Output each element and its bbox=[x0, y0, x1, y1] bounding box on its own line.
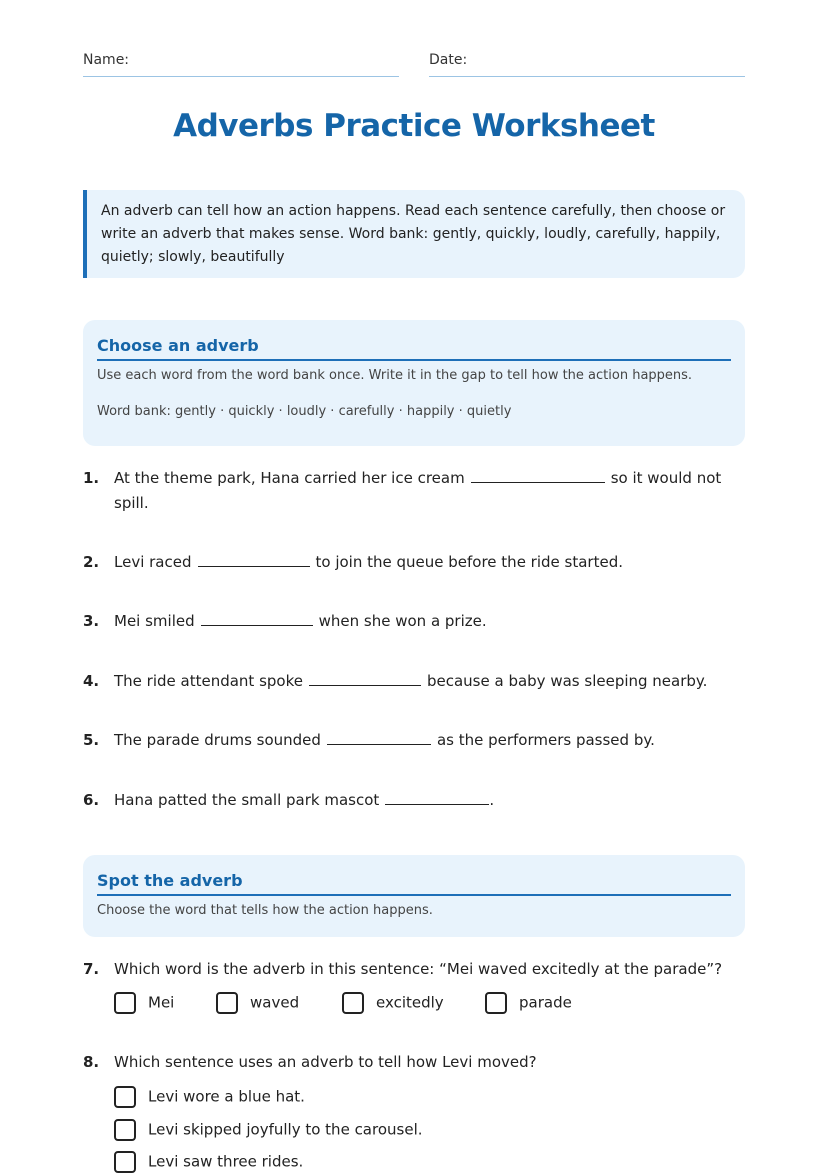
answer-blank[interactable] bbox=[309, 669, 421, 686]
name-line[interactable] bbox=[83, 76, 399, 77]
question-text: so it would not spill. bbox=[114, 469, 722, 512]
question-text: The ride attendant spoke bbox=[114, 672, 303, 690]
question-text: Mei smiled bbox=[114, 612, 195, 630]
date-line[interactable] bbox=[429, 76, 745, 77]
checkbox[interactable] bbox=[114, 992, 136, 1014]
question-text: as the performers passed by. bbox=[436, 731, 655, 749]
question-text: Which sentence uses an adverb to tell how Levi moved? bbox=[114, 1053, 537, 1071]
section-spot-adverb bbox=[83, 855, 745, 937]
question-text: Which word is the adverb in this sentence: “Mei waved excitedly at the parade”? bbox=[114, 960, 723, 978]
answer-blank[interactable] bbox=[198, 550, 310, 567]
checkbox[interactable] bbox=[114, 1151, 136, 1173]
question-number: 1. bbox=[83, 469, 100, 487]
date-label: Date: bbox=[429, 52, 468, 68]
checkbox[interactable] bbox=[216, 992, 238, 1014]
section-heading: Spot the adverb bbox=[97, 855, 731, 896]
option-label: excitedly bbox=[376, 993, 444, 1012]
option-blue-hat[interactable] bbox=[114, 1086, 305, 1108]
checkbox[interactable] bbox=[485, 992, 507, 1014]
question-text: Levi raced bbox=[114, 553, 192, 571]
question-number: 3. bbox=[83, 612, 100, 630]
question-text: Hana patted the small park mascot bbox=[114, 791, 380, 809]
option-label: Levi wore a blue hat. bbox=[148, 1087, 305, 1106]
page-title: Adverbs Practice Worksheet bbox=[173, 108, 655, 144]
option-label: waved bbox=[250, 993, 300, 1012]
word-bank: Word bank: gently · quickly · loudly · carefully · happily · quietly bbox=[97, 404, 512, 419]
question-number: 6. bbox=[83, 791, 100, 809]
checkbox[interactable] bbox=[342, 992, 364, 1014]
section-instruction: Use each word from the word bank once. Write it in the gap to tell how the action happens. bbox=[97, 368, 693, 383]
option-three-rides[interactable] bbox=[114, 1151, 303, 1173]
option-skipped-joyfully[interactable] bbox=[114, 1119, 423, 1141]
student-header bbox=[83, 52, 745, 78]
answer-blank[interactable] bbox=[471, 466, 605, 483]
question-text: The parade drums sounded bbox=[114, 731, 321, 749]
option-label: Levi skipped joyfully to the carousel. bbox=[148, 1120, 423, 1139]
answer-blank[interactable] bbox=[327, 728, 431, 745]
section-heading: Choose an adverb bbox=[97, 320, 731, 361]
option-label: Mei bbox=[148, 993, 175, 1012]
checkbox[interactable] bbox=[114, 1086, 136, 1108]
option-parade[interactable] bbox=[485, 992, 572, 1014]
question-number: 7. bbox=[83, 960, 100, 978]
answer-blank[interactable] bbox=[385, 788, 489, 805]
intro-callout: An adverb can tell how an action happens. Read each sentence carefully, then choose or write an adverb that makes sense. Word bank: gently, quickly, loudly, carefully, happily, quietly; slowly, beautifully bbox=[83, 190, 745, 278]
checkbox[interactable] bbox=[114, 1119, 136, 1141]
question-number: 4. bbox=[83, 672, 100, 690]
name-label: Name: bbox=[83, 52, 130, 68]
section-instruction: Choose the word that tells how the action happens. bbox=[97, 903, 433, 918]
question-text: to join the queue before the ride started. bbox=[315, 553, 623, 571]
section-choose-adverb bbox=[83, 320, 745, 446]
option-mei[interactable] bbox=[114, 992, 174, 1014]
question-text: when she won a prize. bbox=[318, 612, 487, 630]
question-number: 8. bbox=[83, 1053, 100, 1071]
question-text: At the theme park, Hana carried her ice cream bbox=[114, 469, 465, 487]
question-text: because a baby was sleeping nearby. bbox=[426, 672, 708, 690]
option-label: parade bbox=[519, 993, 572, 1012]
question-text: . bbox=[489, 791, 495, 809]
question-number: 2. bbox=[83, 553, 100, 571]
answer-blank[interactable] bbox=[201, 609, 313, 626]
option-excitedly[interactable] bbox=[342, 992, 444, 1014]
option-label: Levi saw three rides. bbox=[148, 1152, 304, 1171]
option-waved[interactable] bbox=[216, 992, 299, 1014]
question-number: 5. bbox=[83, 731, 100, 749]
